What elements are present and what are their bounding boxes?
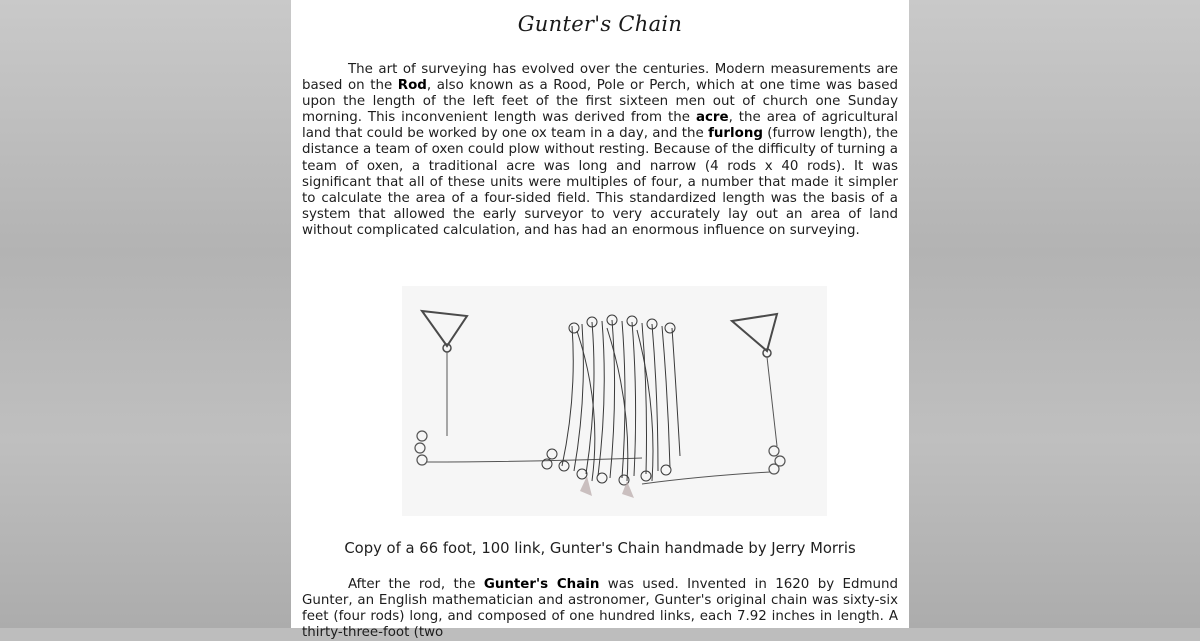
- background-right: [909, 0, 1200, 628]
- background-left: [0, 0, 291, 628]
- paragraph-text: was used. Invented in 1620 by Edmund Gunter, an English mathematician and astronomer, Gunter's original chain was sixty-six feet (four rods) long, and composed of one hundred links, each 7.92 inches in length. A thirty-three-foot (two: [302, 577, 898, 641]
- term-furlong: furlong: [708, 126, 763, 142]
- paragraph-rod: [302, 62, 898, 239]
- document-page: [291, 0, 909, 641]
- paragraph-text: After the rod, the: [348, 577, 484, 592]
- term-gunters-chain: Gunter's Chain: [483, 577, 600, 592]
- term-acre: acre: [695, 110, 729, 126]
- term-rod: Rod: [397, 78, 427, 94]
- paragraph-text: , also known as a Rood, Pole or Perch, which at one time was based upon the length of the left feet of the first sixteen men out of church one Sunday morning. This inconvenient length was derived from the: [302, 78, 898, 126]
- paragraph-text: The art of surveying has evolved over the centuries. Modern measurements are based on the: [302, 62, 898, 94]
- paragraph-text: (furrow length), the distance a team of oxen could plow without resting. Because of the difficulty of turning a team of oxen, a traditional acre was long and narrow (4 rods x 40 rods). It was significant that all of these units were multiples of four, a number that made it simpler to calculate the area of a four-sided field. This standardized length was the basis of a system that allowed the early surveyor to very accurately lay out an area of land without complicated calculation, and has had an enormous influence on surveying.: [302, 126, 898, 238]
- chain-photo: [402, 286, 827, 516]
- paragraph-gunters-chain: [302, 577, 898, 641]
- paragraph-text: , the area of agricultural land that could be worked by one ox team in a day, and the: [302, 110, 898, 142]
- page-title: Gunter's Chain: [517, 12, 683, 36]
- photo-caption: Copy of a 66 foot, 100 link, Gunter's Chain handmade by Jerry Morris: [344, 540, 856, 557]
